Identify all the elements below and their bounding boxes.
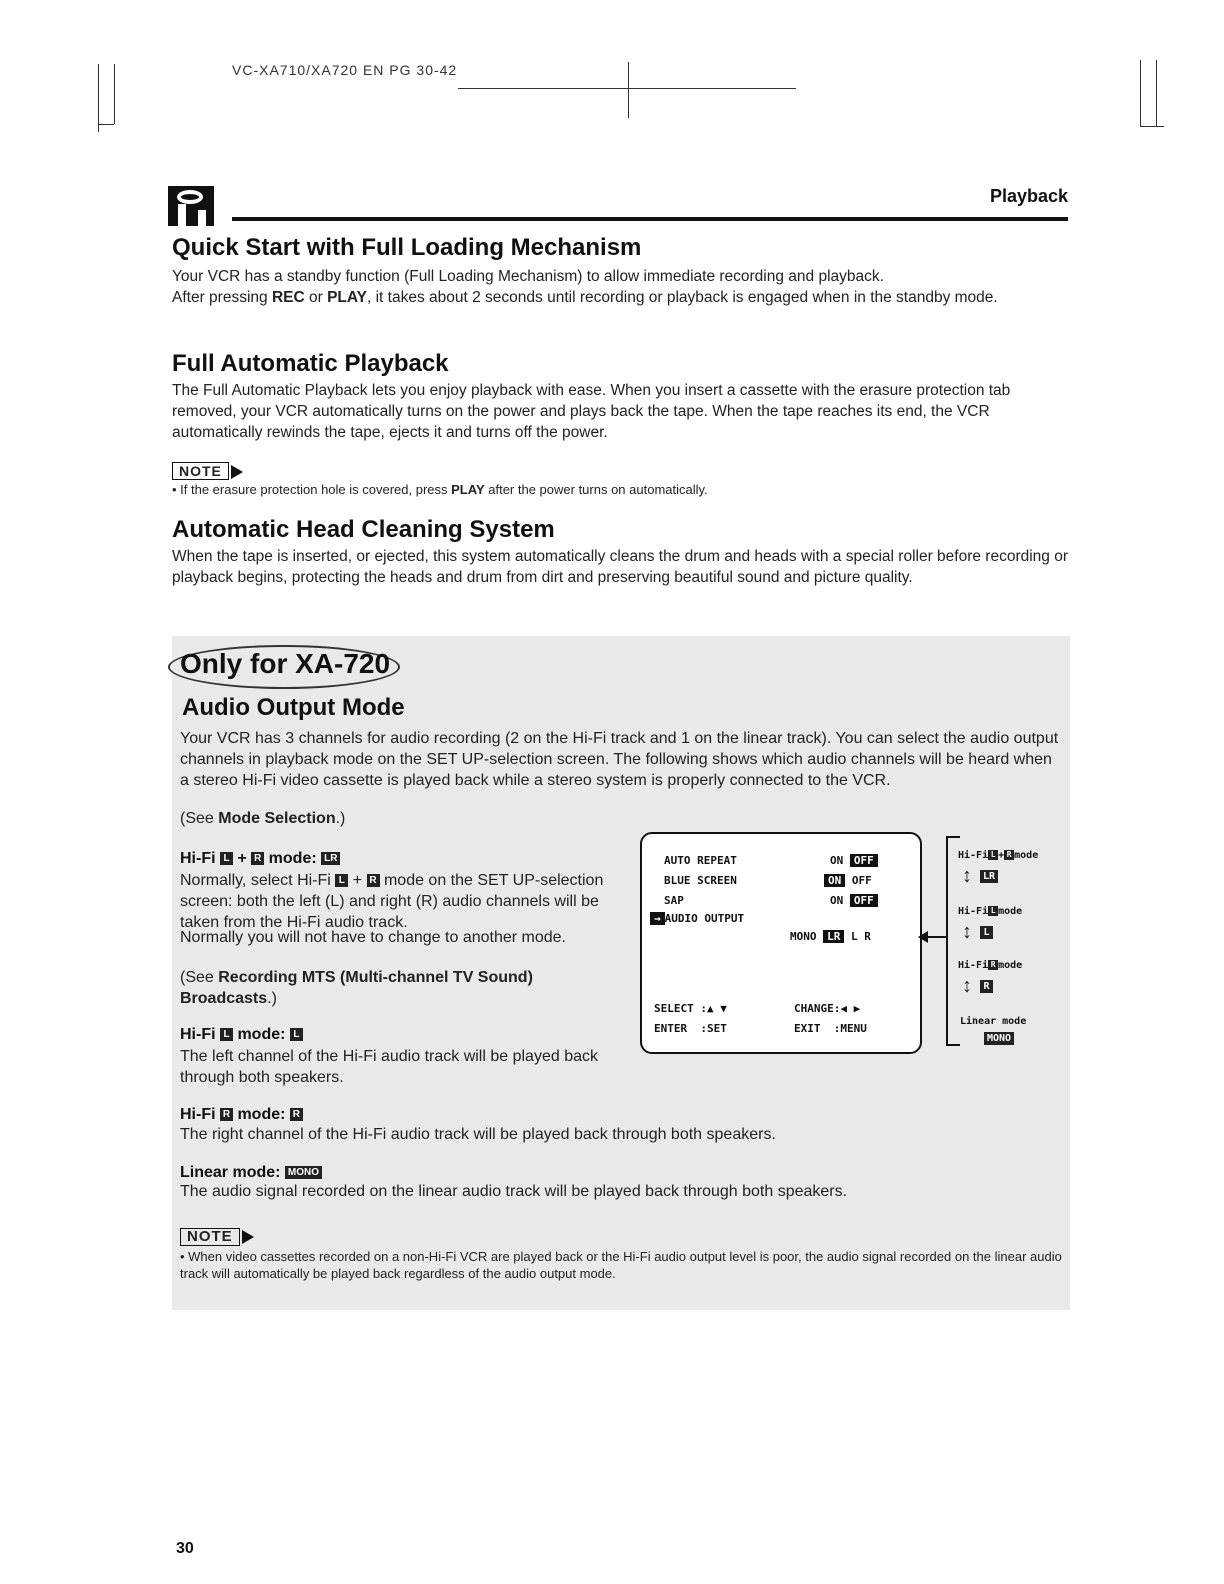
note-badge: NOTE <box>180 1228 240 1246</box>
registration-line <box>458 88 796 89</box>
hifi-lr-heading: Hi-Fi L + R mode: LR <box>180 850 340 868</box>
hifi-lr-body2: Normally you will not have to change to another mode. <box>180 929 566 946</box>
r-symbol: R <box>251 852 264 865</box>
crop-mark <box>98 64 99 132</box>
pointer-arrow-icon <box>918 931 928 943</box>
crop-mark <box>114 64 115 124</box>
registration-line <box>628 62 629 118</box>
note-box <box>172 462 243 481</box>
audio-output-row: → AUDIO OUTPUT <box>650 912 744 925</box>
xa720-badge: Only for XA-720 <box>180 648 391 679</box>
cycle-bracket <box>946 1044 960 1046</box>
note-text: • If the erasure protection hole is covered, press PLAY after the power turns on automatically. <box>172 482 708 497</box>
change-hint: CHANGE:◀ ▶ <box>794 1002 861 1015</box>
see-recording-mts: (See Recording MTS (Multi-channel TV Sound) Broadcasts.) <box>180 969 533 1007</box>
hifi-l-body: The left channel of the Hi-Fi audio track will be played back through both speakers. <box>180 1048 598 1086</box>
full-auto-playback-heading: Full Automatic Playback <box>172 350 449 377</box>
cycle-down-arrow-icon: ↕ <box>962 921 972 943</box>
cycle-bracket <box>946 836 960 838</box>
blue-screen-row: BLUE SCREEN <box>664 874 737 887</box>
full-auto-playback-body: The Full Automatic Playback lets you enjoy playback with ease. When you insert a cassette with the erasure protection tab removed, your VCR automatically turns on the power and plays back the tape. When the tape reaches its end, the VCR automatically rewinds the tape, ejects it and turns off the power. <box>172 382 1011 441</box>
crop-mark <box>98 124 114 125</box>
header-rule <box>232 217 1068 221</box>
hifi-r-body: The right channel of the Hi-Fi audio track will be played back through both speakers. <box>180 1126 776 1143</box>
note-text-2: • When video cassettes recorded on a non-Hi-Fi VCR are played back or the Hi-Fi audio output level is poor, the audio signal recorded on the linear audio track will automatically be played back regardless of the audio output mode. <box>180 1249 1062 1281</box>
cycle-down-arrow-icon: ↕ <box>962 975 972 997</box>
crop-mark <box>1156 60 1157 126</box>
hifi-r-heading: Hi-Fi R mode: R <box>180 1106 303 1124</box>
head-cleaning-body: When the tape is inserted, or ejected, this system automatically cleans the drum and heads with a special roller before recording or playback begins, protecting the heads and drum from dirt and preserving beautiful sound and picture quality. <box>172 548 1069 586</box>
cycle-bracket <box>946 836 948 1046</box>
note-arrow-icon <box>242 1230 254 1244</box>
exit-hint: EXIT :MENU <box>794 1022 867 1035</box>
crop-mark <box>1140 60 1141 126</box>
crop-mark <box>1140 126 1164 127</box>
cycle-linear: Linear mode <box>960 1016 1027 1027</box>
l-symbol: L <box>220 852 233 865</box>
audio-output-heading: Audio Output Mode <box>182 694 405 721</box>
playback-tab-icon <box>168 186 214 226</box>
auto-repeat-row: AUTO REPEAT <box>664 854 737 867</box>
cycle-hifi-lr: Hi-Fi L + R mode <box>958 850 1039 861</box>
setup-screen: AUTO REPEAT ON OFF BLUE SCREEN ON OFF SAP ON OFF → AUDIO OUTPUT MONO LR L R SELECT :▲ ▼ CHANGE:◀ ▶ ENTER :SET EXIT :MENU <box>640 832 922 1054</box>
note-arrow-icon <box>231 465 243 479</box>
section-label: Playback <box>989 186 1068 206</box>
note-box-2 <box>180 1228 254 1246</box>
head-cleaning-heading: Automatic Head Cleaning System <box>172 516 555 543</box>
select-hint: SELECT :▲ ▼ <box>654 1002 727 1015</box>
lr-symbol: LR <box>321 852 340 865</box>
mono-symbol: MONO <box>285 1166 322 1179</box>
quick-start-body: Your VCR has a standby function (Full Loading Mechanism) to allow immediate recording and playback. After pressing REC or PLAY, it takes about 2 seconds until recording or playback is engaged when in the standby mode. <box>172 268 998 306</box>
page-number: 30 <box>176 1540 194 1557</box>
quick-start-heading: Quick Start with Full Loading Mechanism <box>172 234 642 261</box>
sap-row: SAP <box>664 894 684 907</box>
enter-hint: ENTER :SET <box>654 1022 727 1035</box>
linear-heading: Linear mode: MONO <box>180 1164 322 1182</box>
document-code: VC-XA710/XA720 EN PG 30-42 <box>232 62 458 78</box>
see-mode-selection: (See Mode Selection.) <box>180 810 346 827</box>
cycle-down-arrow-icon: ↕ <box>962 865 972 887</box>
note-badge: NOTE <box>172 462 229 480</box>
linear-body: The audio signal recorded on the linear audio track will be played back through both speakers. <box>180 1183 848 1200</box>
cursor-icon: → <box>650 912 665 925</box>
cycle-hifi-r: Hi-Fi R mode <box>958 960 1023 971</box>
hifi-l-heading: Hi-Fi L mode: L <box>180 1026 303 1044</box>
cycle-hifi-l: Hi-Fi L mode <box>958 906 1023 917</box>
hifi-lr-body: Normally, select Hi-Fi L + R mode on the SET UP-selection screen: both the left (L) and right (R) audio channels will be taken from the Hi-Fi audio track. <box>180 872 604 931</box>
audio-output-intro: Your VCR has 3 channels for audio recording (2 on the Hi-Fi track and 1 on the linear track). You can select the audio output channels in playback mode on the SET UP-selection screen. The following shows which audio channels will be heard when a stereo Hi-Fi video cassette is played back while a stereo system is properly connected to the VCR. <box>180 730 1059 789</box>
